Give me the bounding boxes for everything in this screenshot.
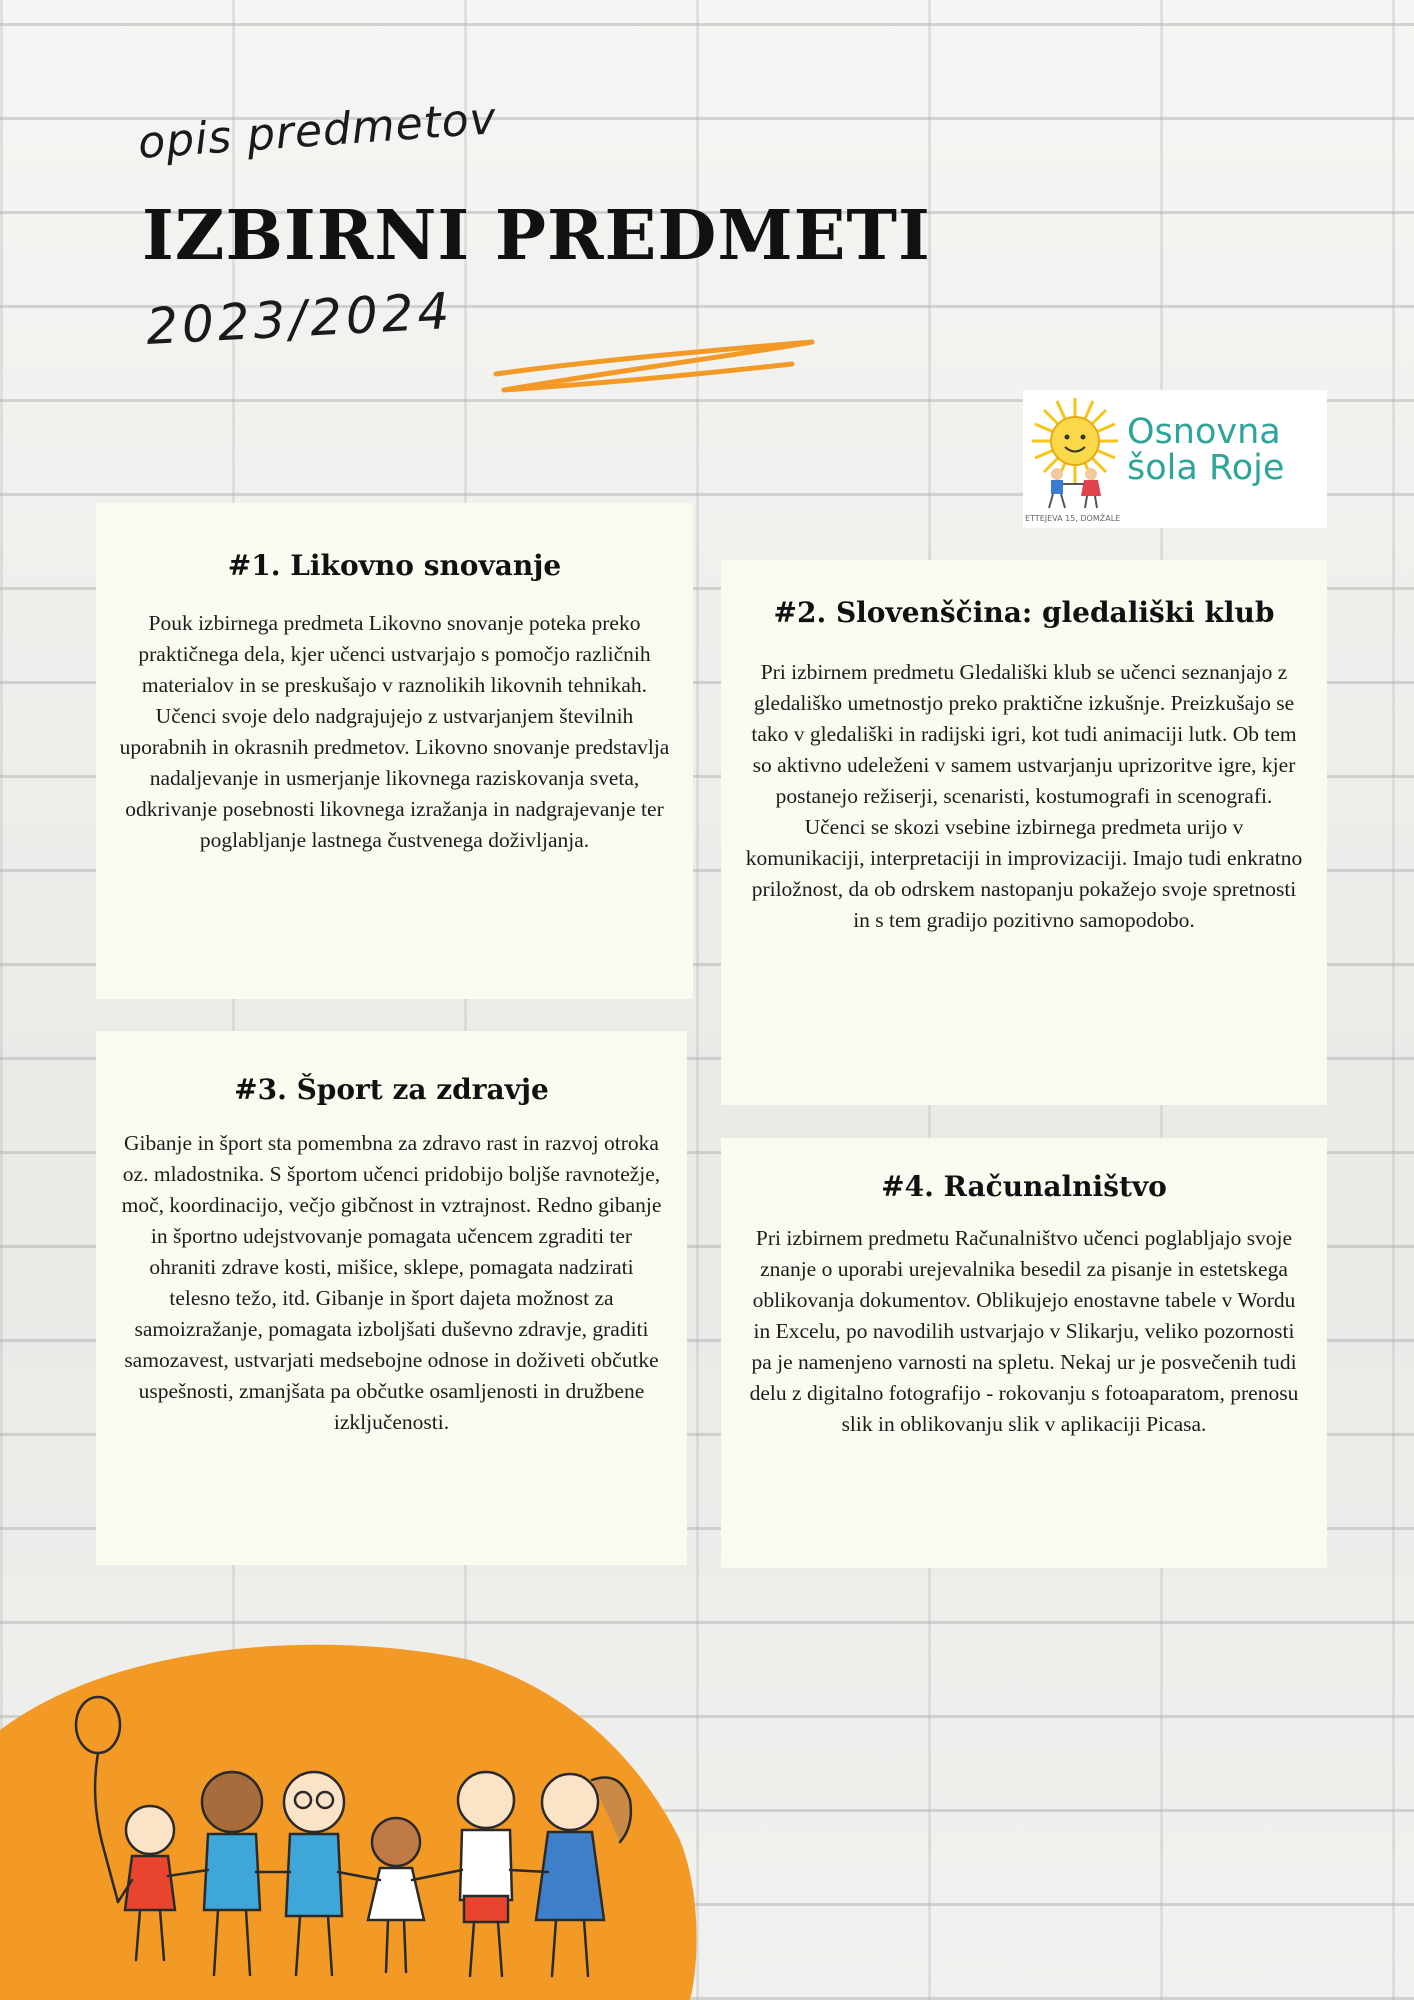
sun-children-logo-icon	[1027, 394, 1123, 512]
subject-card-sport-za-zdravje	[96, 1031, 687, 1565]
school-year: 2023/2024	[144, 281, 455, 357]
subject-description: Pouk izbirnega predmeta Likovno snovanje poteka preko praktičnega dela, kjer učenci ustvarjajo s pomočjo različnih materialov in se preskušajo v raznolikih likovnih tehnikah. Učenci svoje delo nadgrajujejo z ustvarjanjem številnih uporabnih in okrasnih predmetov. Likovno snovanje predstavlja nadaljevanje in usmerjanje likovnega raziskovanja sveta, odkrivanje posebnosti likovnega izražanja in nadgrajevanje ter poglabljanje lastnega čustvenega doživljanja.	[119, 611, 670, 852]
subject-card-racunalnistvo	[721, 1138, 1327, 1568]
subject-description: Gibanje in šport sta pomembna za zdravo rast in razvoj otroka oz. mladostnika. S športom učenci pridobijo boljše ravnotežje, moč, koordinacijo, večjo gibčnost in vztrajnost. Redno gibanje in športno udejstvovanje pomagata učencem zgraditi ter ohraniti zdrave kosti, mišice, sklepe, pomagata nadzirati telesno težo, itd. Gibanje in šport dajeta možnost za samoizražanje, pomagata izboljšati duševno zdravje, graditi samozavest, ustvarjati medsebojne odnose in doživeti občutke uspešnosti, zmanjšata pa občutke osamljenosti in družbene izključenosti.	[121, 1131, 662, 1434]
logo-address: ETTEJEVA 15, DOMŽALE	[1025, 514, 1121, 523]
logo-text-line2: šola Roje	[1127, 448, 1285, 488]
subject-title: #4. Računalništvo	[881, 1170, 1167, 1203]
orange-swoosh-decoration	[492, 334, 822, 410]
subject-title: #1. Likovno snovanje	[227, 549, 562, 582]
page-title: IZBIRNI PREDMETI	[142, 196, 931, 276]
subject-title: #2. Slovenščina: gledališki klub	[773, 596, 1275, 629]
subject-title: #3. Šport za zdravje	[234, 1073, 549, 1106]
children-illustration	[0, 1580, 700, 2000]
subject-description: Pri izbirnem predmetu Gledališki klub se učenci seznanjajo z gledališko umetnostjo preko praktične izkušnje. Preizkušajo se tako v gledališki in radijski igri, kot tudi animaciji lutk. Ob tem so aktivno udeleženi v samem ustvarjanju uprizoritve igre, kjer postanejo režiserji, scenaristi, kostumografi in scenografi. Učenci se skozi vsebine izbirnega predmeta urijo v komunikaciji, interpretaciji in improvizaciji. Imajo tudi enkratno priložnost, da ob odrskem nastopanju pokažejo svoje spretnosti in s tem gradijo pozitivno samopodobo.	[745, 660, 1303, 932]
subject-description: Pri izbirnem predmetu Računalništvo učenci poglabljajo svoje znanje o uporabi urejevalnika besedil za pisanje in estetskega oblikovanja dokumentov. Oblikujejo enostavne tabele v Wordu in Excelu, po navodilih ustvarjajo v Slikarju, veliko pozornosti pa je namenjeno varnosti na spletu. Nekaj ur je posvečenih tudi delu z digitalno fotografijo - rokovanju s fotoaparatom, prenosu slik in oblikovanju slik v aplikaciji Picasa.	[749, 1226, 1299, 1436]
subject-card-gledaliski-klub	[721, 560, 1327, 1105]
subtitle-script: opis predmetov	[136, 93, 499, 169]
balloon-icon	[76, 1697, 120, 1753]
logo-text-line1: Osnovna	[1127, 412, 1281, 452]
subject-card-likovno-snovanje	[96, 503, 693, 999]
logo-text	[1127, 414, 1284, 486]
school-logo	[1023, 390, 1327, 528]
